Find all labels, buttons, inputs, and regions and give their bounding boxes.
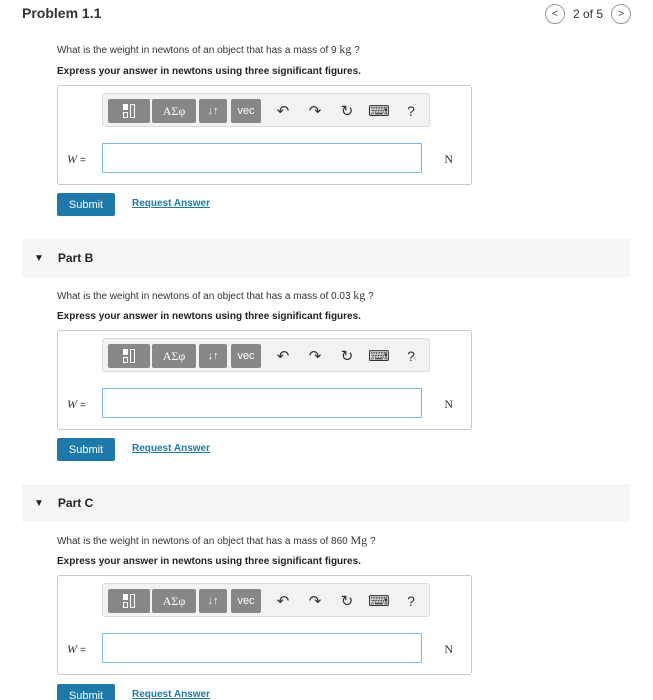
greek-group (152, 99, 196, 123)
instruction-part-b: Express your answer in newtons using three significant figures. (57, 311, 361, 322)
fraction-template-icon (121, 348, 137, 364)
vector-button[interactable]: vec (231, 344, 261, 368)
question-part-a: What is the weight in newtons of an object that has a mass of 9 kg ? (57, 42, 360, 56)
help-button[interactable]: ? (407, 593, 415, 609)
fraction-template-icon (121, 593, 137, 609)
reset-icon[interactable]: ↻ (340, 103, 354, 120)
math-toolbar (102, 93, 430, 127)
template-group (108, 589, 150, 613)
answer-box-part-c (57, 575, 472, 675)
redo-icon[interactable]: ↷ (308, 348, 322, 365)
template-group (108, 99, 150, 123)
caret-down-icon: ▼ (34, 497, 44, 509)
reset-icon[interactable]: ↻ (340, 593, 354, 610)
answer-box-part-b (57, 330, 472, 430)
greek-group (152, 589, 196, 613)
keyboard-icon[interactable]: ⌨ (368, 348, 390, 365)
chevron-right-icon: > (617, 8, 625, 20)
submit-button-part-a[interactable]: Submit (57, 193, 115, 216)
answer-variable: W = (67, 152, 86, 166)
part-c-header[interactable] (22, 484, 630, 522)
subscript-superscript-button[interactable]: ↓↑ (207, 350, 219, 362)
problem-pager (545, 4, 631, 24)
keyboard-icon[interactable]: ⌨ (368, 593, 390, 610)
pager-position: 2 of 5 (572, 7, 603, 21)
greek-symbols-button[interactable]: ΑΣφ (162, 593, 186, 608)
subscript-superscript-button[interactable]: ↓↑ (207, 105, 219, 117)
answer-unit: N (444, 397, 453, 411)
request-answer-link-part-b[interactable]: Request Answer (132, 443, 210, 454)
help-button[interactable]: ? (407, 103, 415, 119)
answer-input-part-b[interactable] (102, 388, 422, 418)
vector-button[interactable]: vec (231, 589, 261, 613)
fraction-template-icon (121, 103, 137, 119)
keyboard-icon[interactable]: ⌨ (368, 103, 390, 120)
undo-icon[interactable]: ↶ (276, 348, 290, 365)
fraction-root-button[interactable] (108, 344, 150, 368)
answer-unit: N (444, 642, 453, 656)
request-answer-link-part-c[interactable]: Request Answer (132, 689, 210, 700)
request-answer-link-part-a[interactable]: Request Answer (132, 198, 210, 209)
answer-input-part-a[interactable] (102, 143, 422, 173)
greek-symbols-button[interactable]: ΑΣφ (162, 348, 186, 363)
undo-icon[interactable]: ↶ (276, 593, 290, 610)
undo-icon[interactable]: ↶ (276, 103, 290, 120)
mass-unit: Mg (350, 533, 368, 547)
submit-button-part-b[interactable]: Submit (57, 438, 115, 461)
math-toolbar (102, 338, 430, 372)
mass-unit: kg (353, 288, 366, 302)
fraction-root-button[interactable] (108, 589, 150, 613)
part-b-header[interactable] (22, 239, 630, 277)
arrows-group (199, 344, 227, 368)
subscript-superscript-button[interactable]: ↓↑ (207, 595, 219, 607)
problem-title: Problem 1.1 (22, 5, 102, 21)
redo-icon[interactable]: ↷ (308, 593, 322, 610)
redo-icon[interactable]: ↷ (308, 103, 322, 120)
answer-unit: N (444, 152, 453, 166)
part-c-label: Part C (57, 496, 94, 510)
reset-icon[interactable]: ↻ (340, 348, 354, 365)
greek-group (152, 344, 196, 368)
instruction-part-c: Express your answer in newtons using three significant figures. (57, 556, 361, 567)
submit-button-part-c[interactable]: Submit (57, 684, 115, 700)
fraction-root-button[interactable] (108, 99, 150, 123)
instruction-part-a: Express your answer in newtons using three significant figures. (57, 66, 361, 77)
answer-variable: W = (67, 397, 86, 411)
answer-box-part-a (57, 85, 472, 185)
chevron-left-icon: < (551, 8, 559, 20)
arrows-group (199, 99, 227, 123)
math-toolbar (102, 583, 430, 617)
mass-unit: kg (339, 42, 352, 56)
question-part-c: What is the weight in newtons of an object that has a mass of 860 Mg ? (57, 533, 376, 547)
greek-symbols-button[interactable]: ΑΣφ (162, 103, 186, 118)
template-group (108, 344, 150, 368)
caret-down-icon: ▼ (34, 252, 44, 264)
question-part-b: What is the weight in newtons of an object that has a mass of 0.03 kg ? (57, 288, 374, 302)
next-problem-button[interactable] (611, 4, 631, 24)
previous-problem-button[interactable] (545, 4, 565, 24)
part-b-label: Part B (57, 251, 94, 265)
help-button[interactable]: ? (407, 348, 415, 364)
answer-input-part-c[interactable] (102, 633, 422, 663)
arrows-group (199, 589, 227, 613)
answer-variable: W = (67, 642, 86, 656)
vector-button[interactable]: vec (231, 99, 261, 123)
